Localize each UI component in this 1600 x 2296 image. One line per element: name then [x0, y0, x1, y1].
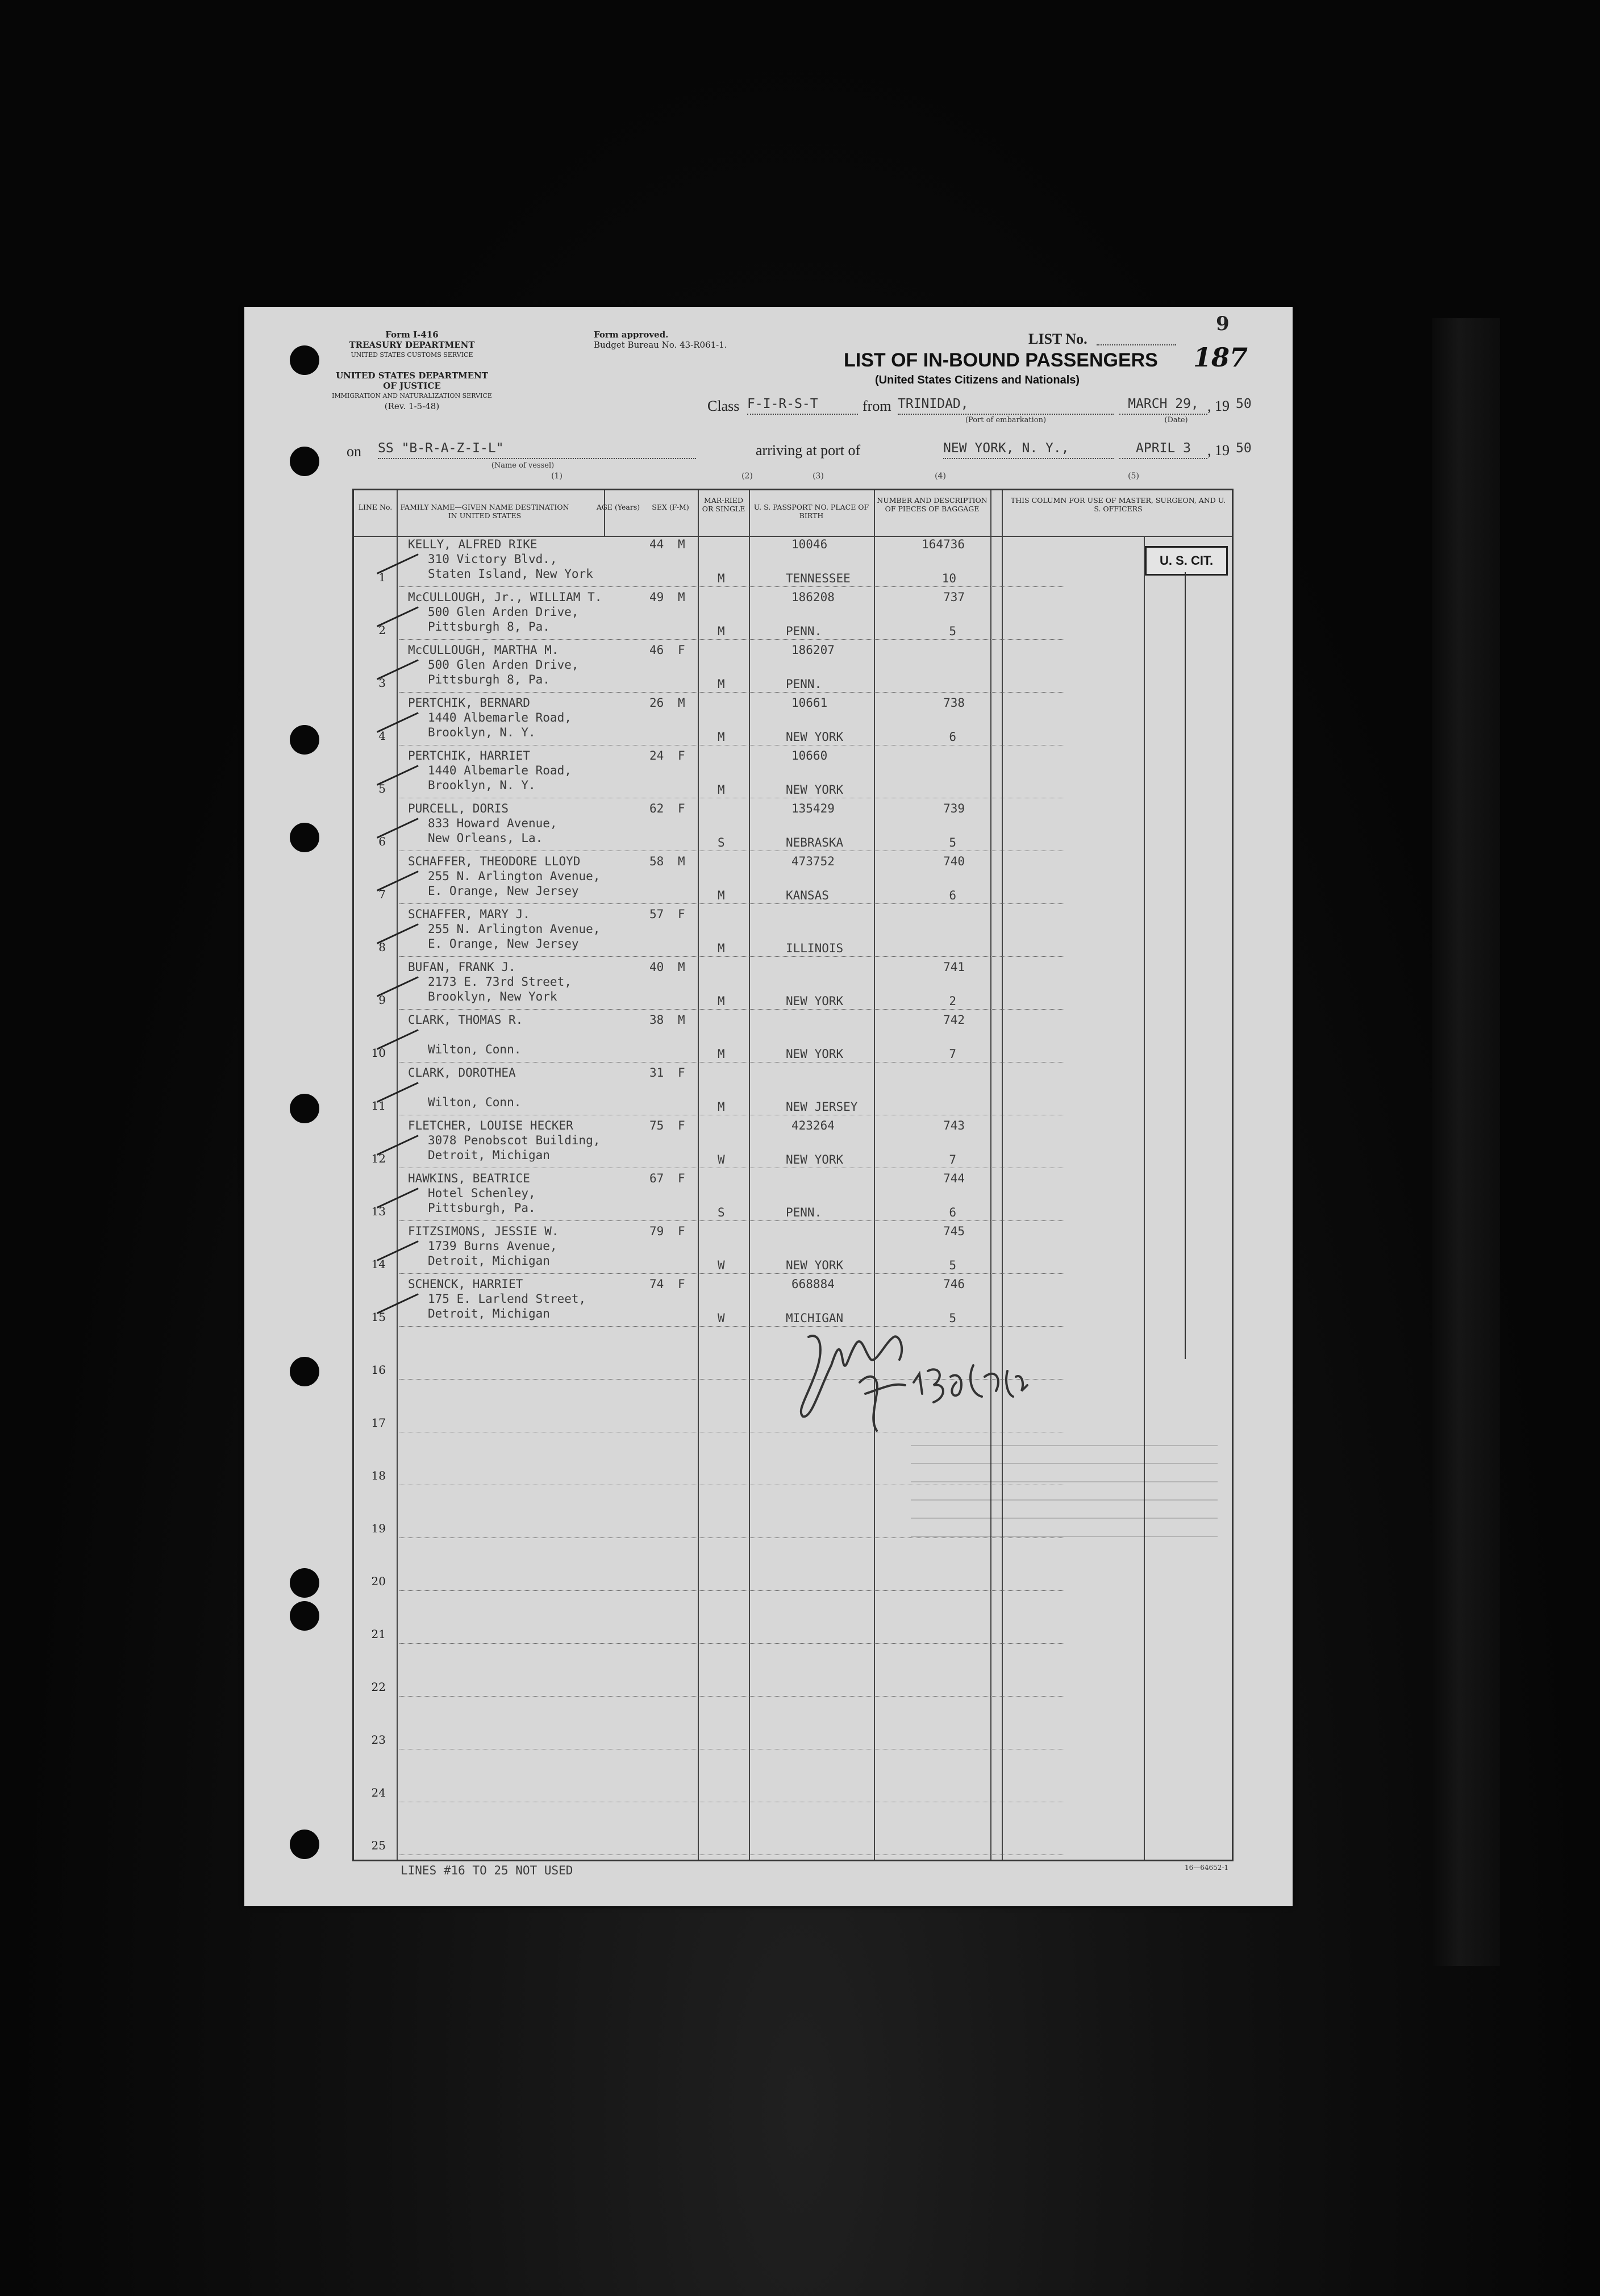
- passenger-row: [354, 853, 1232, 906]
- empty-row: [354, 1645, 1232, 1698]
- passenger-row: [354, 694, 1232, 747]
- page-number: 9: [1216, 312, 1230, 335]
- binder-hole: [290, 1830, 319, 1859]
- line-number: 24: [371, 1786, 386, 1799]
- passenger-name: HAWKINS, BEATRICE: [408, 1172, 530, 1185]
- passenger-sex: M: [678, 696, 685, 710]
- place-of-birth: NEW YORK: [786, 1047, 844, 1061]
- line-number: 8: [378, 940, 386, 954]
- place-of-birth: NEW JERSEY: [786, 1100, 858, 1114]
- passenger-row: [354, 1223, 1232, 1276]
- marital-status: S: [718, 1206, 725, 1219]
- passport-number: 10661: [791, 696, 828, 710]
- marital-status: W: [718, 1153, 725, 1166]
- binder-hole: [290, 1601, 319, 1631]
- passenger-sex: M: [678, 537, 685, 551]
- line-number: 21: [371, 1627, 386, 1641]
- line-number: 25: [371, 1839, 386, 1852]
- footer-note: LINES #16 TO 25 NOT USED: [401, 1864, 573, 1877]
- passenger-name: FLETCHER, LOUISE HECKER: [408, 1119, 573, 1132]
- passenger-address-1: 1739 Burns Avenue,: [428, 1239, 557, 1253]
- marital-status: M: [718, 783, 725, 797]
- place-of-birth: NEW YORK: [786, 730, 844, 744]
- passenger-sex: M: [678, 1013, 685, 1027]
- line-number: 22: [371, 1680, 386, 1694]
- passenger-address-2: E. Orange, New Jersey: [428, 884, 579, 898]
- binder-hole: [290, 345, 319, 375]
- baggage-number: 739: [943, 802, 965, 815]
- passenger-row: [354, 747, 1232, 800]
- baggage-pieces: 5: [949, 836, 956, 849]
- baggage-pieces: 7: [949, 1047, 956, 1061]
- vessel-field: [378, 441, 696, 459]
- row-rule: [399, 903, 1064, 904]
- departure-date: MARCH 29,: [1119, 397, 1207, 415]
- handwritten-signature: [786, 1314, 1070, 1439]
- row-rule: [399, 1220, 1064, 1221]
- justice-dept-block: [330, 370, 494, 411]
- passenger-row: [354, 800, 1232, 853]
- row-rule: [399, 586, 1064, 587]
- passenger-age: 24: [649, 749, 664, 762]
- vessel-name: "B-R-A-Z-I-L": [401, 441, 504, 456]
- passenger-age: 44: [649, 537, 664, 551]
- passenger-name: PERTCHIK, BERNARD: [408, 696, 530, 710]
- passenger-address-2: Staten Island, New York: [428, 567, 593, 581]
- col-num-1: (1): [551, 472, 562, 481]
- row-rule: [399, 639, 1064, 640]
- passport-number: 10660: [791, 749, 828, 762]
- passenger-sex: F: [678, 1277, 685, 1291]
- marital-status: M: [718, 1047, 725, 1061]
- passenger-address-1: 833 Howard Avenue,: [428, 816, 557, 830]
- vessel-prefix: SS: [378, 441, 394, 456]
- line-number: 6: [378, 835, 386, 848]
- passenger-row: [354, 536, 1232, 589]
- col-num-5: (5): [1128, 472, 1139, 481]
- line-number: 4: [378, 729, 386, 743]
- passenger-age: 38: [649, 1013, 664, 1027]
- baggage-number: 743: [943, 1119, 965, 1132]
- baggage-pieces: 5: [949, 624, 956, 638]
- baggage-pieces: 5: [949, 1311, 956, 1325]
- arriving-label: arriving at port of: [756, 442, 861, 459]
- us-citizen-stamp: U. S. CIT.: [1145, 546, 1228, 576]
- form-number: Form I-416: [385, 330, 439, 340]
- form-print-code: 16—64652-1: [1185, 1864, 1229, 1872]
- line-number: 9: [378, 993, 386, 1007]
- place-of-birth: KANSAS: [786, 889, 829, 902]
- passport-number: 423264: [791, 1119, 835, 1132]
- line-number: 15: [371, 1310, 386, 1324]
- line-number: 10: [371, 1046, 386, 1060]
- passenger-name: FITZSIMONS, JESSIE W.: [408, 1224, 559, 1238]
- baggage-pieces: 6: [949, 730, 956, 744]
- baggage-number: 737: [943, 590, 965, 604]
- passport-number: 135429: [791, 802, 835, 815]
- passenger-address-1: Hotel Schenley,: [428, 1186, 536, 1200]
- baggage-number: 745: [943, 1224, 965, 1238]
- arrival-date: APRIL 3: [1119, 441, 1207, 459]
- passenger-name: BUFAN, FRANK J.: [408, 960, 516, 974]
- header-baggage: NUMBER AND DESCRIPTION OF PIECES OF BAGGAGE: [877, 496, 988, 513]
- arrival-port: NEW YORK, N. Y.,: [943, 441, 1114, 459]
- line-number: 12: [371, 1152, 386, 1165]
- passenger-sex: F: [678, 1119, 685, 1132]
- baggage-number: 164736: [922, 537, 965, 551]
- marital-status: M: [718, 730, 725, 744]
- passenger-age: 46: [649, 643, 664, 657]
- passenger-address-2: Wilton, Conn.: [428, 1043, 522, 1056]
- marital-status: M: [718, 572, 725, 585]
- marital-status: M: [718, 1100, 725, 1114]
- list-no-line: [1097, 344, 1176, 345]
- from-label: from: [863, 398, 891, 414]
- year-prefix: , 19: [1207, 398, 1230, 414]
- passenger-sex: F: [678, 1172, 685, 1185]
- passenger-age: 26: [649, 696, 664, 710]
- line-number: 14: [371, 1257, 386, 1271]
- line-number: 3: [378, 676, 386, 690]
- line-number: 7: [378, 887, 386, 901]
- row-rule: [399, 692, 1064, 693]
- line-number: 13: [371, 1205, 386, 1218]
- passenger-sex: F: [678, 907, 685, 921]
- place-of-birth: NEBRASKA: [786, 836, 844, 849]
- baggage-number: 740: [943, 855, 965, 868]
- row-rule: [399, 1273, 1064, 1274]
- passenger-sex: M: [678, 960, 685, 974]
- passenger-address-1: 500 Glen Arden Drive,: [428, 658, 579, 672]
- place-of-birth: ILLINOIS: [786, 941, 844, 955]
- place-of-birth: NEW YORK: [786, 994, 844, 1008]
- baggage-pieces: 5: [949, 1259, 956, 1272]
- passenger-address-2: New Orleans, La.: [428, 831, 543, 845]
- passenger-age: 49: [649, 590, 664, 604]
- passenger-sex: F: [678, 643, 685, 657]
- row-rule: [399, 1590, 1064, 1591]
- passenger-address-1: 3078 Penobscot Building,: [428, 1134, 601, 1147]
- line-number: 16: [371, 1363, 386, 1377]
- binder-hole: [290, 823, 319, 852]
- passenger-name: CLARK, THOMAS R.: [408, 1013, 523, 1027]
- baggage-pieces: 10: [941, 572, 956, 585]
- marital-status: S: [718, 836, 725, 849]
- budget-approval: [594, 330, 776, 350]
- binder-hole: [290, 1357, 319, 1386]
- justice-dept: UNITED STATES DEPARTMENT OF JUSTICE: [336, 370, 488, 391]
- form-approved: Form approved.: [594, 330, 669, 340]
- empty-row: [354, 1804, 1232, 1857]
- on-label: on: [347, 443, 361, 460]
- passenger-row: [354, 959, 1232, 1011]
- passenger-address-2: E. Orange, New Jersey: [428, 937, 579, 951]
- header-married: MAR-RIED OR SINGLE: [702, 496, 745, 513]
- marital-status: M: [718, 994, 725, 1008]
- passenger-age: 57: [649, 907, 664, 921]
- marital-status: M: [718, 677, 725, 691]
- line-number: 5: [378, 782, 386, 795]
- passenger-name: SCHAFFER, MARY J.: [408, 907, 530, 921]
- passenger-address-2: Pittsburgh 8, Pa.: [428, 673, 550, 686]
- form-revision: (Rev. 1-5-48): [384, 401, 440, 411]
- header-age: AGE (Years): [596, 503, 640, 511]
- passenger-row: [354, 1011, 1232, 1064]
- year-prefix-2: , 19: [1207, 442, 1230, 459]
- passenger-name: SCHAFFER, THEODORE LLOYD: [408, 855, 581, 868]
- passenger-name: SCHENCK, HARRIET: [408, 1277, 523, 1291]
- line-number: 1: [378, 570, 386, 584]
- line-number: 23: [371, 1733, 386, 1747]
- row-rule: [399, 956, 1064, 957]
- baggage-pieces: 6: [949, 889, 956, 902]
- binder-hole: [290, 725, 319, 755]
- passenger-age: 74: [649, 1277, 664, 1291]
- baggage-number: 742: [943, 1013, 965, 1027]
- empty-row: [354, 1593, 1232, 1645]
- arrival-year: 50: [1236, 441, 1252, 456]
- embarkation-caption: (Port of embarkation): [965, 416, 1047, 424]
- customs-service: UNITED STATES CUSTOMS SERVICE: [351, 351, 473, 359]
- binder-hole: [290, 1568, 319, 1598]
- marital-status: M: [718, 624, 725, 638]
- passenger-address-2: Detroit, Michigan: [428, 1254, 550, 1268]
- baggage-number: 741: [943, 960, 965, 974]
- baggage-number: 738: [943, 696, 965, 710]
- passenger-name: McCULLOUGH, MARTHA M.: [408, 643, 559, 657]
- line-number: 20: [371, 1574, 386, 1588]
- embarkation-port: TRINIDAD,: [898, 397, 1114, 415]
- passenger-sex: M: [678, 855, 685, 868]
- date-caption: (Date): [1164, 416, 1188, 424]
- passport-number: 186208: [791, 590, 835, 604]
- passenger-age: 31: [649, 1066, 664, 1080]
- passenger-name: CLARK, DOROTHEA: [408, 1066, 516, 1080]
- passenger-address-1: 310 Victory Blvd.,: [428, 552, 557, 566]
- manifest-title: LIST OF IN-BOUND PASSENGERS: [844, 349, 1158, 371]
- passenger-age: 67: [649, 1172, 664, 1185]
- line-number: 19: [371, 1522, 386, 1535]
- passenger-address-2: Brooklyn, N. Y.: [428, 726, 536, 739]
- marital-status: M: [718, 941, 725, 955]
- col-num-2: (2): [741, 472, 753, 481]
- place-of-birth: NEW YORK: [786, 783, 844, 797]
- col-num-4: (4): [935, 472, 946, 481]
- passenger-sex: F: [678, 749, 685, 762]
- class-label: Class: [707, 398, 740, 414]
- passenger-address-2: Pittsburgh 8, Pa.: [428, 620, 550, 634]
- passenger-row: [354, 1117, 1232, 1170]
- passenger-address-1: 255 N. Arlington Avenue,: [428, 922, 601, 936]
- passenger-row: [354, 589, 1232, 641]
- passenger-table: [352, 489, 1234, 1861]
- row-rule: [399, 1643, 1064, 1644]
- place-of-birth: NEW YORK: [786, 1153, 844, 1166]
- class-value: F-I-R-S-T: [747, 397, 858, 415]
- passenger-name: KELLY, ALFRED RIKE: [408, 537, 538, 551]
- passenger-age: 75: [649, 1119, 664, 1132]
- passport-number: 668884: [791, 1277, 835, 1291]
- passenger-row: [354, 1064, 1232, 1117]
- departure-year: 50: [1236, 397, 1252, 411]
- passenger-address-1: 175 E. Larlend Street,: [428, 1292, 586, 1306]
- baggage-pieces: 6: [949, 1206, 956, 1219]
- marital-status: M: [718, 889, 725, 902]
- place-of-birth: PENN.: [786, 1206, 822, 1219]
- line-number: 18: [371, 1469, 386, 1482]
- col-num-3: (3): [813, 472, 824, 481]
- row-rule: [399, 1009, 1064, 1010]
- marital-status: W: [718, 1259, 725, 1272]
- place-of-birth: TENNESSEE: [786, 572, 851, 585]
- passenger-sex: F: [678, 1066, 685, 1080]
- passenger-age: 79: [649, 1224, 664, 1238]
- passenger-name: PERTCHIK, HARRIET: [408, 749, 530, 762]
- passenger-sex: F: [678, 1224, 685, 1238]
- treasury-dept: TREASURY DEPARTMENT: [349, 340, 475, 350]
- passport-number: 186207: [791, 643, 835, 657]
- binder-hole: [290, 447, 319, 476]
- passenger-address-2: Brooklyn, New York: [428, 990, 557, 1003]
- binder-hole: [290, 1094, 319, 1123]
- list-no-label: LIST No.: [1028, 331, 1088, 347]
- passenger-address-2: Brooklyn, N. Y.: [428, 778, 536, 792]
- place-of-birth: PENN.: [786, 677, 822, 691]
- place-of-birth: NEW YORK: [786, 1259, 844, 1272]
- manifest-subtitle: (United States Citizens and Nationals): [875, 374, 1080, 386]
- vessel-caption: (Name of vessel): [491, 461, 555, 470]
- form-header-agencies: [330, 330, 494, 360]
- header-officers: THIS COLUMN FOR USE OF MASTER, SURGEON, AND U. S. OFFICERS: [1010, 496, 1226, 513]
- passenger-address-1: 255 N. Arlington Avenue,: [428, 869, 601, 883]
- passenger-address-1: 500 Glen Arden Drive,: [428, 605, 579, 619]
- header-name: FAMILY NAME—GIVEN NAME DESTINATION IN UNITED STATES: [400, 503, 569, 520]
- list-number: 187: [1193, 342, 1248, 373]
- marital-status: W: [718, 1311, 725, 1325]
- passenger-row: [354, 906, 1232, 959]
- passenger-address-1: 1440 Albemarle Road,: [428, 711, 572, 724]
- line-number: 17: [371, 1416, 386, 1430]
- empty-row: [354, 1751, 1232, 1804]
- place-of-birth: PENN.: [786, 624, 822, 638]
- baggage-pieces: 2: [949, 994, 956, 1008]
- passenger-address-2: Detroit, Michigan: [428, 1307, 550, 1320]
- passenger-address-1: 2173 E. 73rd Street,: [428, 975, 572, 989]
- row-rule: [399, 1696, 1064, 1697]
- passenger-row: [354, 1170, 1232, 1223]
- passport-number: 473752: [791, 855, 835, 868]
- place-of-birth: MICHIGAN: [786, 1311, 844, 1325]
- header-sex: SEX (F-M): [652, 503, 689, 511]
- line-number: 2: [378, 623, 386, 637]
- passenger-age: 58: [649, 855, 664, 868]
- passenger-address-1: 1440 Albemarle Road,: [428, 764, 572, 777]
- passenger-age: 62: [649, 802, 664, 815]
- passenger-address-2: Detroit, Michigan: [428, 1148, 550, 1162]
- col-divider: [604, 490, 605, 536]
- passenger-sex: M: [678, 590, 685, 604]
- empty-row: [354, 1698, 1232, 1751]
- header-line-no: LINE No.: [358, 503, 393, 511]
- passport-number: 10046: [791, 537, 828, 551]
- film-edge-shadow: [1432, 318, 1500, 1966]
- passenger-sex: F: [678, 802, 685, 815]
- passenger-address-2: Pittsburgh, Pa.: [428, 1201, 536, 1215]
- budget-bureau: Budget Bureau No. 43-R061-1.: [594, 340, 727, 350]
- ins-service: IMMIGRATION AND NATURALIZATION SERVICE: [332, 392, 492, 399]
- baggage-pieces: 7: [949, 1153, 956, 1166]
- passenger-age: 40: [649, 960, 664, 974]
- line-number: 11: [371, 1099, 386, 1112]
- passenger-name: McCULLOUGH, Jr., WILLIAM T.: [408, 590, 602, 604]
- header-passport: U. S. PASSPORT NO. PLACE OF BIRTH: [753, 503, 869, 520]
- passenger-name: PURCELL, DORIS: [408, 802, 509, 815]
- manifest-page: [244, 307, 1293, 1906]
- bleed-through-text: [911, 1434, 1218, 1581]
- passenger-row: [354, 641, 1232, 694]
- baggage-number: 744: [943, 1172, 965, 1185]
- baggage-number: 746: [943, 1277, 965, 1291]
- passenger-address-2: Wilton, Conn.: [428, 1095, 522, 1109]
